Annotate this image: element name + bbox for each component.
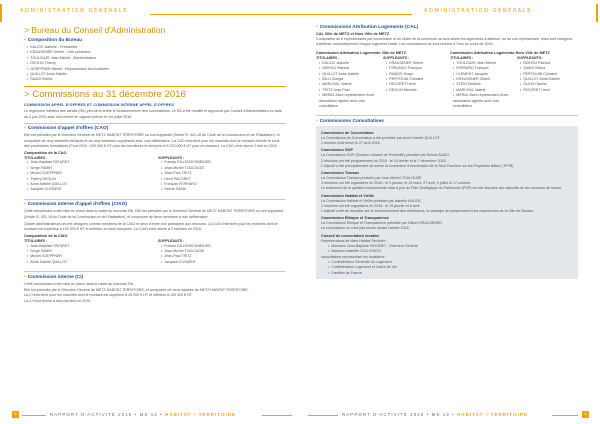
list-item: • Confédération Logement et Cadre de Vie	[328, 265, 573, 270]
list-item: • Familles de France	[328, 271, 573, 276]
habitat-text-2: 2 réunions ont été organisées en 2016 : le 19 janvier et 8 avril.	[321, 203, 421, 208]
conseil-text: Représentants de Metz Habitat Territoire :	[321, 238, 388, 243]
ethique-title: Commission Éthique et Transparence	[321, 216, 389, 221]
ci-text: Cette commission a été mise en place dans le cadre du nouveau RA.	[24, 281, 135, 286]
divider	[24, 86, 286, 87]
cal-hors	[450, 49, 578, 112]
cal-hors-titulaires	[450, 56, 511, 112]
commissions-intro: Le règlement intérieur des achats (RA) prévoit et arrête le fonctionnement des commissions. Le RA a été modifié et approuvé par Conseil d'Administration en date du 3 juin 2016 avec une entrée en vigueur prévue le 1er juillet 2016.	[24, 109, 282, 119]
cao-title: • Commission d'appel d'offres (CAO)	[24, 126, 109, 132]
cal-hors-suppleants	[517, 56, 578, 112]
list-item: • KRAUSENER Gilbert - Vice-président	[27, 50, 286, 55]
list-item: • Francis DILLENSCHNEIDER	[161, 160, 286, 165]
list-item: • Jacques CLEMENT	[27, 187, 152, 192]
bureau-members	[24, 45, 286, 83]
travaux-text-2: 3 réunions ont été organisées en 2016 : le 9 janvier, le 15 mars, 27 avril, 9 juillet et 17 octobre.	[321, 181, 472, 186]
list-item: • QUILLOT Anne-Katelle	[27, 72, 286, 77]
list-item: • Jean-Michel TOULOUZE	[161, 249, 286, 254]
list-item: • CLEMENT Jacques	[453, 72, 511, 77]
list-item: • Serge FAMIN	[27, 249, 152, 254]
header-title: ADMINISTRATION GÉNÉRALE	[20, 8, 128, 14]
header-title: ADMINISTRATION GÉNÉRALE	[424, 8, 532, 14]
conseil-reps	[321, 244, 573, 255]
list-item: • PACORET Henri	[520, 88, 578, 93]
gup-text-2: 2 réunions ont été programmées en 2016 : le 16 février et le 7 décembre 2016.	[321, 158, 447, 163]
list-item: • MARCHAL Valérie	[453, 88, 511, 93]
list-item: • PEPPOLINI Christine	[520, 72, 578, 77]
cao-members	[24, 156, 286, 196]
header-rule	[300, 14, 412, 15]
ciao-titulaires	[24, 239, 152, 268]
page-footer	[300, 408, 600, 424]
cao-composition-title: Composition de la CAO	[24, 150, 67, 155]
travaux-title: Commission Travaux	[321, 171, 360, 176]
page-footer	[0, 408, 300, 424]
consultative-box	[316, 126, 578, 279]
cal-subtitle: CAL Ville de METZ et Hors Ville de METZ	[316, 32, 390, 36]
bureau-title: > Bureau du Conseil d'Administration	[24, 25, 166, 35]
ciao-suppleants	[158, 239, 286, 268]
cal-metz-title: Commission Attribution Logements Ville de METZ	[316, 51, 407, 56]
list-item: • Thierry DEOLIN	[27, 177, 152, 182]
list-item: • Monsieur Jean-Baptiste PATURET - Directeur Général	[328, 244, 573, 249]
gup-text-3: L'objectif a été principalement de suivre la convention d'exonération de la Taxe Foncière sur les Propriétés Bâties (TFPB).	[321, 163, 515, 168]
list-item: • Francis DILLENSCHNEIDER	[161, 244, 286, 249]
list-item: • Michel GOEPPNER	[27, 171, 152, 176]
column-header: TITULAIRES :	[24, 239, 48, 244]
column-header: TITULAIRES :	[316, 56, 340, 61]
right-page	[300, 0, 600, 424]
concertation-text-2: 1 réunion s'est tenue le 27 avril 2016.	[321, 141, 381, 146]
footer-rule	[552, 415, 578, 416]
list-item: • KALIOC Isabelle	[319, 61, 377, 66]
footer-rule	[308, 415, 338, 416]
list-item: • Confédération Générale du Logement	[328, 260, 573, 265]
list-item: • QUILLOT Anne-Katelle	[319, 72, 377, 77]
list-item: • KRAUSENER Gilbert	[386, 61, 444, 66]
list-item: • Jean-Baptiste PATURET	[27, 244, 152, 249]
list-item: • QUILLOT Anne-Katelle	[520, 77, 578, 82]
gup-text: La Commission GUP (Gestion Urbaine de Proximité) présidée par Selma SAADI.	[321, 153, 450, 158]
header-rule	[150, 14, 300, 15]
header-accent	[596, 4, 598, 22]
ethique-text: La Commission Éthique et Transparence présidée par Gilbert KRAUSENER.	[321, 221, 443, 226]
list-item: • DEOLIN Thierry	[27, 61, 286, 66]
list-item: • Selma SAADI	[161, 187, 286, 192]
conseil-associations	[321, 260, 573, 276]
divider	[24, 123, 286, 124]
list-item: • KRAUSENER Gilbert	[453, 77, 511, 82]
cal-metz-suppleants	[383, 56, 444, 112]
cal-commissions	[316, 49, 578, 112]
list-item: • NZIHOU Patricia	[520, 61, 578, 66]
list-item: • PACORET Henri	[386, 82, 444, 87]
ci-title: • Commission interne (CI)	[24, 274, 84, 280]
cal-metz-titulaires	[316, 56, 377, 112]
habitat-text: La Commission Habitat et Vieille présidée par Isabelle KALIOC.	[321, 198, 423, 203]
list-item: • François FERRARO	[161, 182, 286, 187]
gup-title: Commission GUP	[321, 148, 354, 153]
column-header: TITULAIRES :	[450, 56, 474, 61]
header-accent	[0, 4, 2, 22]
list-item: • GOEPPNER Michel - Représentant les locataires	[27, 67, 286, 72]
page-header	[0, 0, 300, 22]
habitat-text-3: L'objectif a été de travailler sur le fonctionnement des attributions, la stratégie de peuplement et les expériences de la Ville de Bouzes.	[321, 209, 535, 214]
list-item: • DEOLIN Michelle	[386, 88, 444, 93]
footer-rule	[22, 415, 46, 416]
conseil-text-2: Associations représentant les locataires :	[321, 254, 387, 259]
cc-title: • Commissions Consultatives	[316, 119, 384, 125]
list-item: • KALIOC Isabelle - Présidente	[27, 45, 286, 50]
ciao-title: • Commission interne d'appel d'offres (CIAO)	[24, 202, 127, 208]
commissions-caption: COMMISSION APPEL D'OFFRES ET COMMISSION INTERNE APPEL D'OFFRES	[24, 103, 174, 108]
page-number: 9	[582, 411, 589, 418]
divider	[24, 199, 286, 200]
divider	[316, 115, 578, 116]
bureau-composition-title: • Composition du Bureau	[24, 38, 83, 43]
list-item: • SAADI Selma	[520, 66, 578, 71]
ethique-text-2: La commission ne s'est pas réunie durant l'année 2016.	[321, 226, 410, 231]
column-header: SUPPLÉANTS :	[383, 56, 410, 61]
page-number: 8	[12, 411, 19, 418]
list-item: • NZIHOU Patricia	[319, 66, 377, 71]
column-header: TITULAIRES :	[24, 155, 48, 160]
list-item: • Madame Isabelle COLLIGNON	[328, 249, 573, 254]
list-item: • Jean-Paul TRITZ	[161, 254, 286, 259]
ciao-composition-title: Composition de la CIAO	[24, 234, 68, 239]
cao-text: Elle est présidée par le Directeur Général de METZ HABITAT TERRITOIRE ou son suppléant (Article R. 421-16 du Code de la Construction et de l'Habitation), et composée de cinq membres titulaires et de cinq membres suppléants avec voix délibérative. La CAO intervient pour les marchés dont le montant excède le seuil des procédures formalisées (Pour 2016 : 209 000 € HT pour les fournitures et services et 5 225 000 € HT pour les travaux). La CAO s'est réunie 2 fois en 2016.	[24, 133, 280, 148]
concertation-text: La Commission de Concertation a été présidée par Anne-Katelle QUILLOT.	[321, 136, 441, 141]
list-item: • Jean-Michel TOULOUZE	[161, 166, 286, 171]
list-item: • Jean-Paul TRITZ	[161, 171, 286, 176]
list-item: • Jean-Baptiste PATURET	[27, 160, 152, 165]
cao-suppleants	[158, 156, 286, 196]
divider	[24, 271, 286, 272]
travaux-text: La Commission Travaux présidée par Jean-Michel TOULOUZE.	[321, 176, 423, 181]
list-item: • TRITZ Jean-Paul	[319, 88, 377, 93]
list-item: • SAADI Selma	[27, 77, 286, 82]
footer-text: RAPPORT D'ACTIVITÉ 2016 • MS 13 • HABITAT • TERRITOIRE	[342, 412, 529, 417]
list-item: • MERAL Marc représentant d'une association agréée avec voix consultative	[319, 93, 377, 109]
column-header: SUPPLÉANTS :	[517, 56, 544, 61]
footer-text: RAPPORT D'ACTIVITÉ 2016 • MS 13 • HABITAT • TERRITOIRE	[50, 412, 237, 417]
column-header: SUPPLÉANTS :	[158, 155, 185, 160]
list-item: • FEBVAICH François	[386, 66, 444, 71]
travaux-text-3: Le traitement de la question fonctionnelle mise à jour du Plan Stratégique du Patrimoine (PSP) ont été discutés des objectifs de ces réunions de travail.	[321, 186, 562, 191]
ci-text-3: La CI intervient pour les marchés dont le montant est supérieur à 25 000 € HT et inférieur à 100 000 € HT.	[24, 293, 193, 298]
conseil-title: Conseil de concertation locative	[321, 233, 380, 238]
list-item: • FERRARO François	[453, 66, 511, 71]
page-header	[300, 0, 600, 22]
cal-metz-members	[316, 56, 444, 112]
list-item: • Serge FAMIN	[27, 166, 152, 171]
list-item: • PEPPOLINI Christine	[386, 77, 444, 82]
ciao-members	[24, 239, 286, 268]
ciao-text-2: Quatre administrateurs ont été désignés comme membres de la CIAO et deux d'entre eux participent aux réunions. La CIAO intervient pour les marchés dont le montant est supérieur à 100 000 € HT et inférieur au seuil européen. La CIAO s'est réunie à 3 reprises en 2016.	[24, 221, 278, 231]
list-item: • MARCHAL Valérie	[319, 82, 377, 87]
cal-hors-title: Commission Attribution Logements Hors Ville de METZ	[450, 51, 550, 56]
list-item: • TOULOUZE Jean-Michel	[453, 61, 511, 66]
left-content	[24, 25, 286, 406]
commissions-title: > Commissions au 31 décembre 2016	[24, 89, 186, 101]
list-item: • Anne-Katelle QUILLOT	[27, 260, 152, 265]
list-item: • Michel GOEPPNER	[27, 254, 152, 259]
list-item: • MERAL Marc représentant d'une association agréée avec voix consultative	[453, 93, 511, 109]
list-item: • RAMOS Serge	[386, 72, 444, 77]
cal-hors-members	[450, 56, 578, 112]
list-item: • Henri PACORET	[161, 177, 286, 182]
column-header: SUPPLÉANTS :	[158, 239, 185, 244]
ciao-text: Cette commission a été mise en place dans le cadre du nouveau RA. Elle est présidée par le Directeur Général de METZ HABITAT TERRITOIRE ou son suppléant (Article R. 421-16 du Code de la Construction et de l'Habitation), et composée de deux membres à voix délibérative.	[24, 209, 284, 219]
list-item: • TOULOUZE Jean-Michel - Administrateur	[27, 56, 286, 61]
footer-rule	[262, 415, 292, 416]
cal-metz	[316, 49, 444, 112]
concertation-title: Commission de Concertation	[321, 131, 374, 136]
list-item: • STEIN Danielle	[453, 82, 511, 87]
list-item: • Jacques CLEMENT	[161, 260, 286, 265]
list-item: • GULKU Nazire	[520, 82, 578, 87]
ci-text-4: La CI s'est réunie à cinq reprises en 2016.	[24, 298, 92, 303]
cao-titulaires	[24, 156, 152, 196]
list-item: • BILLI Giorgia	[319, 77, 377, 82]
right-content	[316, 25, 578, 406]
cal-text: Composées de 6 représentants par commission et du Maire de la commune où sont situés les logements à attribuer, ou de son représentant, elles sont chargées d'attribuer nominativement chaque logement locatif. Les commissions se sont réunies 47 fois au cours de 2016.	[316, 37, 573, 47]
list-item: • Anne-Katelle QUILLOT	[27, 182, 152, 187]
ci-text-2: Elle est présidée par le Directeur Général de METZ HABITAT TERRITOIRE, et composée de deux salariés de METZ HABITAT TERRITOIRE.	[24, 287, 249, 292]
cal-title: • Commissions Attribution Logements (CAL)	[316, 25, 419, 30]
habitat-title: Commission Habitat et Vieille	[321, 193, 375, 198]
